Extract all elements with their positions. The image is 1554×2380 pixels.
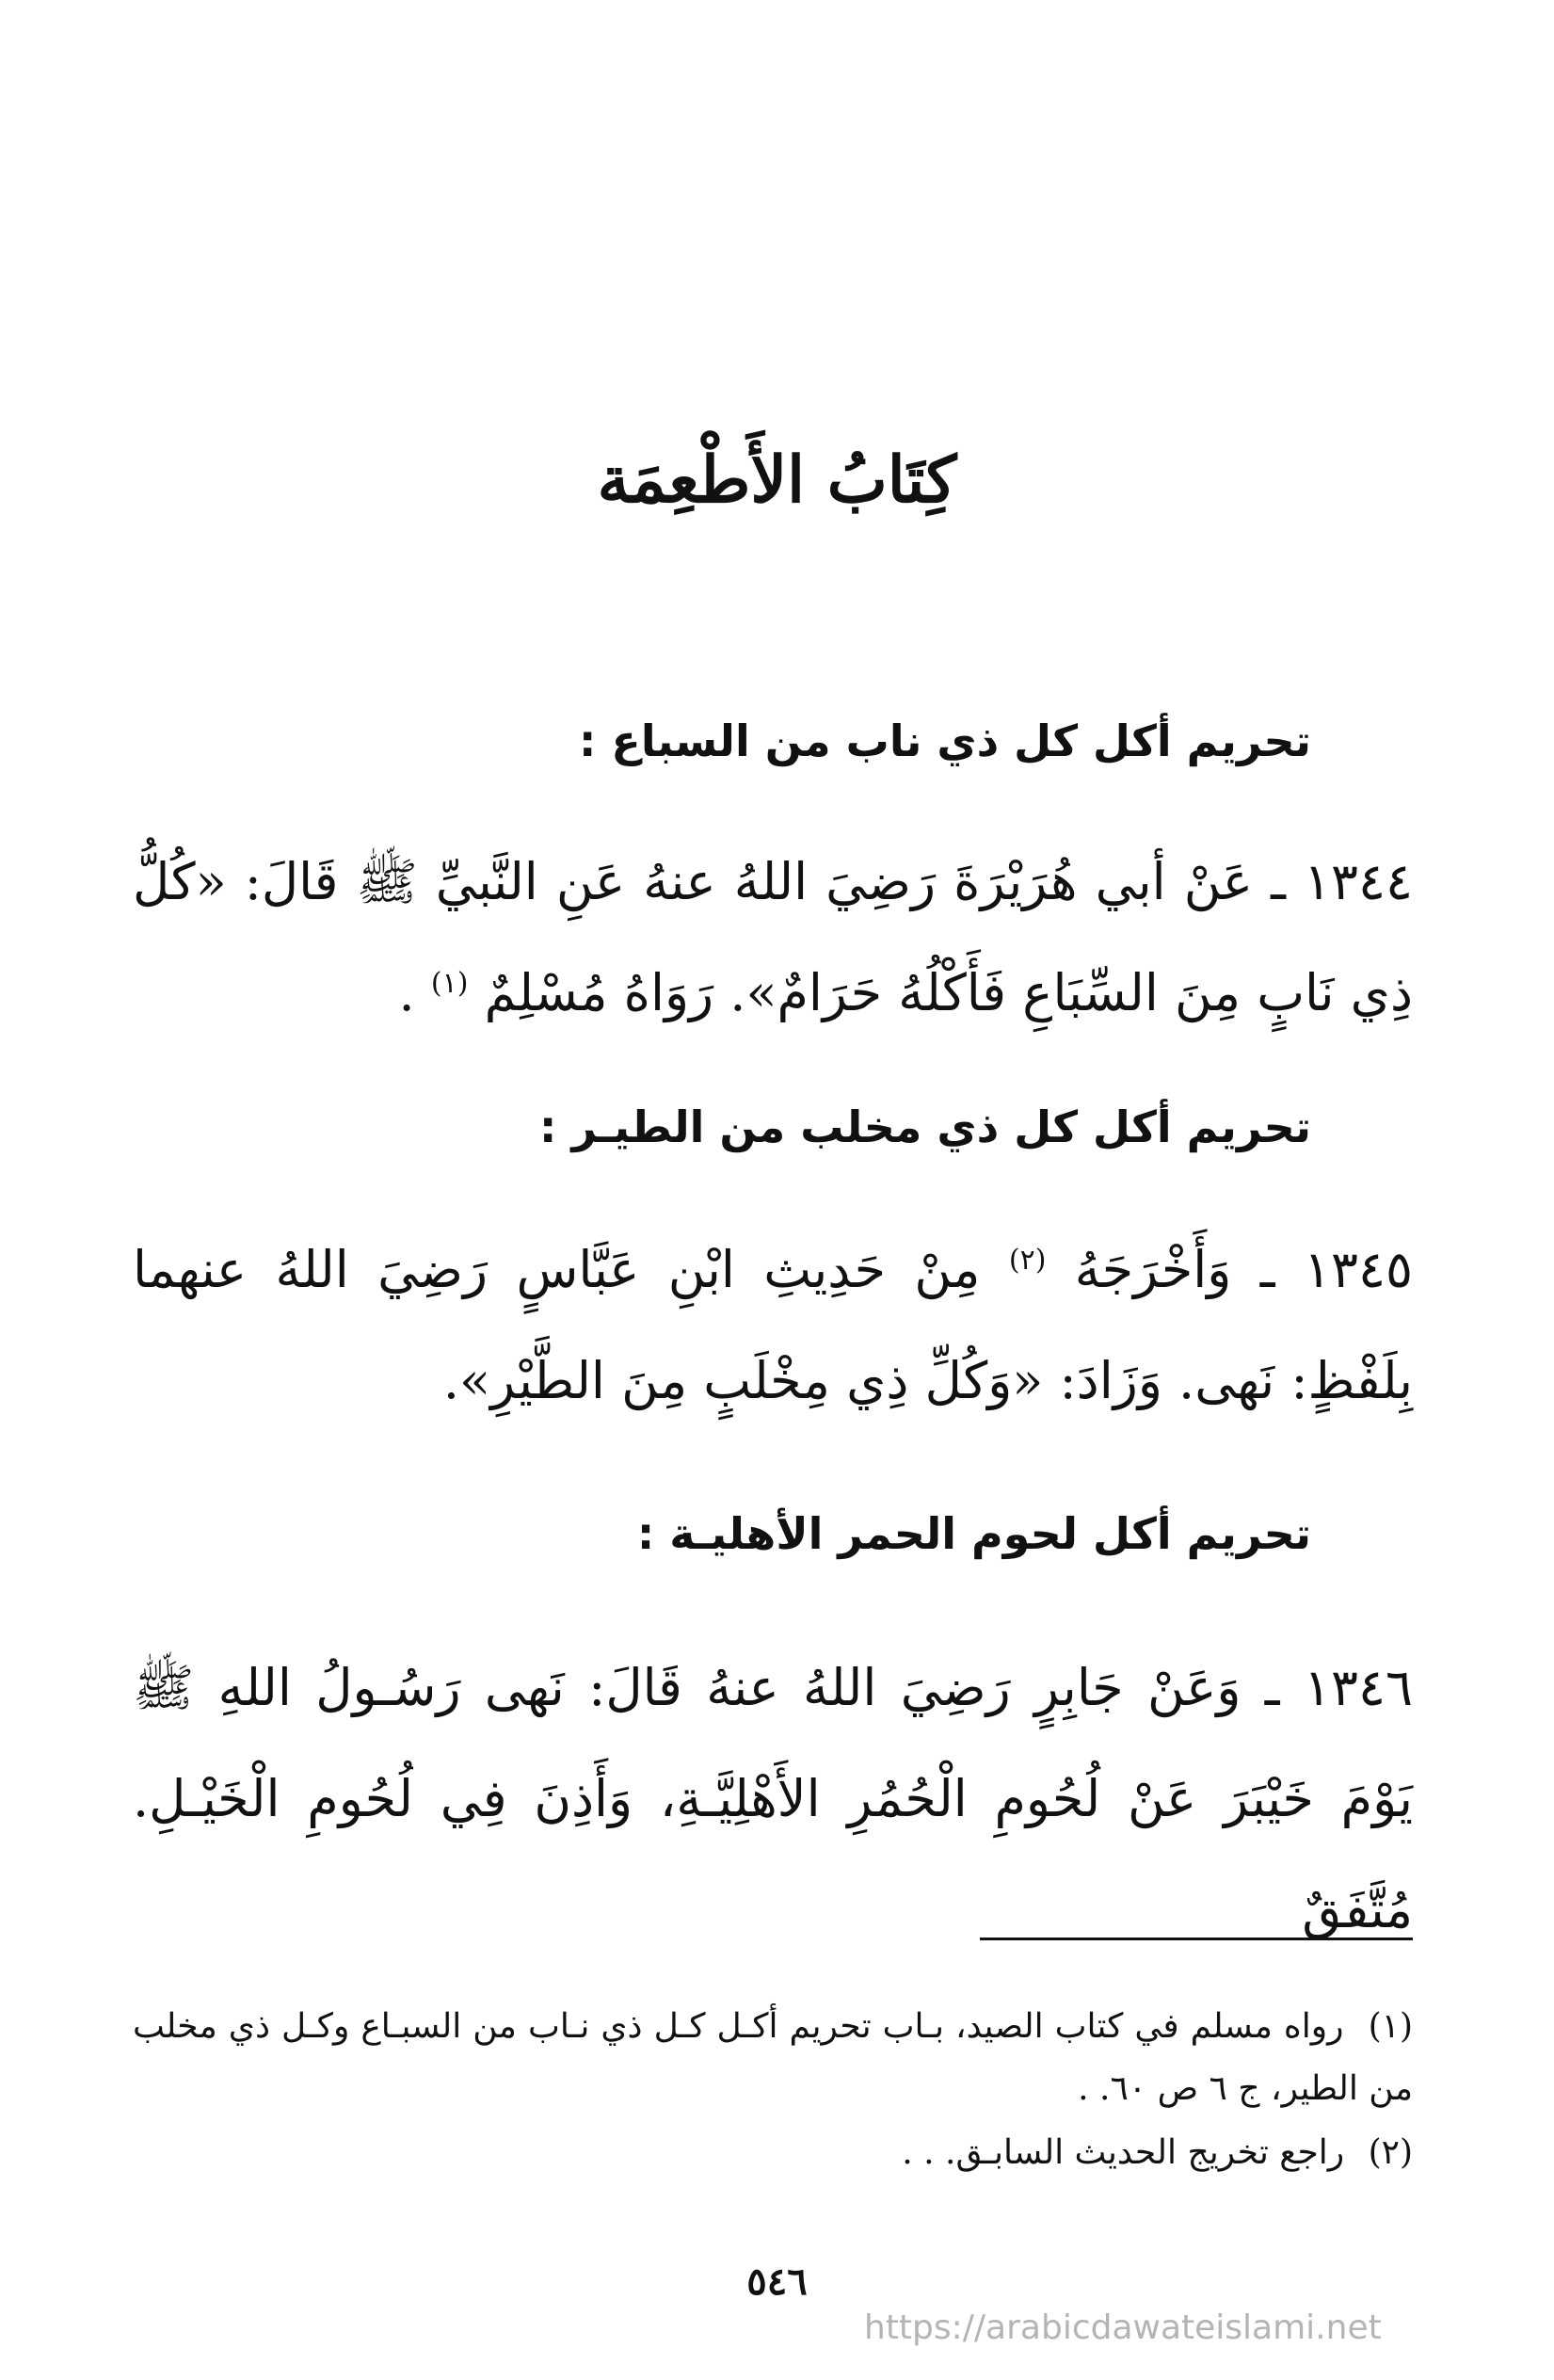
section-heading: تحريم أكل لحوم الحمر الأهليـة : <box>636 1508 1311 1559</box>
hadith-tail: . <box>398 963 415 1022</box>
footnote-number: (٢) <box>1368 2133 1413 2172</box>
hadith-number: ١٣٤٥ <box>1303 1240 1413 1299</box>
footnote-text: راجع تخريج الحديث السابـق. . . <box>902 2133 1345 2172</box>
section-heading: تحريم أكل كل ذي مخلب من الطيـر : <box>539 1102 1311 1152</box>
book-title: كِتَابُ الأَطْعِمَة <box>597 442 957 518</box>
hadith-number: ١٣٤٦ <box>1304 1658 1414 1717</box>
hadith-tail: مِنْ حَدِيثِ ابْنِ عَبَّاسٍ رَضِيَ اللهُ عنهما بِلَفْظٍ: نَهى. وَزَادَ: «وَكُلِّ ذِي مِخْلَبٍ مِنَ الطَّيْرِ». <box>133 1240 1413 1410</box>
footnote-reference[interactable]: (٢) <box>1008 1244 1047 1277</box>
footnote-number: (١) <box>1368 2007 1413 2046</box>
footnote-reference[interactable]: (١) <box>430 967 469 1000</box>
hadith-text: ـ وَعَنْ جَابِرٍ رَضِيَ اللهُ عنهُ قَالَ: نَهى رَسُـولُ اللهِ ﷺ يَوْمَ خَيْبَرَ عَنْ لُحُومِ الْحُمُرِ الأَهْلِيَّـةِ، وَأَذِنَ فِي لُحُومِ الْخَيْـلِ. مُتَّفَقٌ <box>133 1658 1413 1939</box>
hadith-number: ١٣٤٤ <box>1304 852 1414 911</box>
footnote-item <box>133 1996 1413 2120</box>
footnotes-list <box>133 1996 1413 2186</box>
section-heading: تحريم أكل كل ذي ناب من السباع : <box>578 716 1311 766</box>
hadith-text: ـ عَنْ أبي هُرَيْرَةَ رَضِيَ اللهُ عنهُ عَنِ النَّبيِّ ﷺ قَالَ: «كُلُّ ذِي نَابٍ مِنَ السِّبَاعِ فَأَكْلُهُ حَرَامٌ». رَوَاهُ مُسْلِمٌ <box>133 852 1413 1022</box>
watermark-url: https://arabicdawateislami.net <box>864 2308 1382 2347</box>
hadith-paragraph <box>133 827 1413 1049</box>
hadith-paragraph <box>133 1632 1413 1966</box>
hadith-text: ـ وَأَخْرَجَهُ <box>1074 1240 1275 1299</box>
footnote-text: رواه مسلم في كتاب الصيد، بـاب تحريم أكـل كـل ذي نـاب من السبـاع وكـل ذي مخلب من الطير، ج ٦ ص ٦٠. . <box>133 2007 1413 2108</box>
page-number: ٥٤٦ <box>746 2259 808 2304</box>
footnote-item <box>133 2122 1413 2184</box>
hadith-paragraph <box>133 1214 1413 1437</box>
footnote-divider <box>980 1938 1413 1940</box>
